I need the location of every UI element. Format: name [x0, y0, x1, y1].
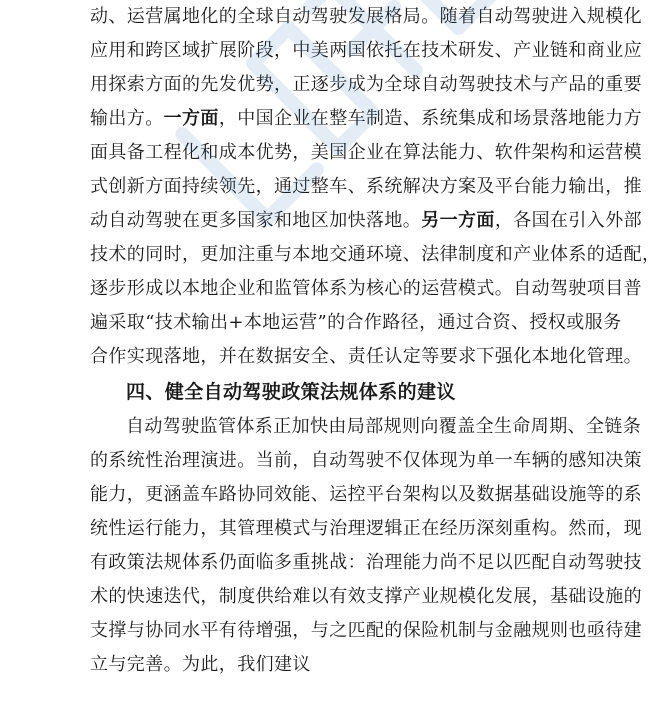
- text-line: 能力，更涵盖车路协同效能、运控平台架构以及数据基础设施等的系: [90, 484, 642, 505]
- section-heading: 四、健全自动驾驶政策法规体系的建议: [126, 381, 456, 403]
- paragraph-2: [90, 410, 642, 682]
- text-span: 动自动驾驶在更多国家和地区加快落地。: [90, 210, 422, 231]
- text-line: 立与完善。为此，我们建议: [90, 654, 311, 675]
- text-span: ，各国在引入外部: [494, 210, 643, 231]
- text-line: 面具备工程化和成本优势，美国企业在算法能力、软件架构和运营模: [90, 142, 642, 163]
- text-line: 的系统性治理演进。当前，自动驾驶不仅体现为单一车辆的感知决策: [90, 450, 642, 471]
- text-line: 遍采取“技术输出+本地运营”的合作路径，通过合资、授权或服务: [90, 312, 622, 333]
- text-line: 自动驾驶监管体系正加快由局部规则向覆盖全生命周期、全链条: [126, 416, 642, 437]
- text-line: 逐步形成以本地企业和监管体系为核心的运营模式。自动驾驶项目普: [90, 278, 642, 299]
- text-span: 输出方。: [90, 108, 164, 129]
- text-line: 用探索方面的先发优势，正逐步成为全球自动驾驶技术与产品的重要: [90, 74, 642, 95]
- text-span: ，中国企业在整车制造、系统集成和场景落地能力方: [218, 108, 643, 129]
- text-line: 合作实现落地，并在数据安全、责任认定等要求下强化本地化管理。: [90, 346, 642, 367]
- document-body: [90, 0, 661, 682]
- emphasis-other-aspect: 另一方面: [421, 210, 495, 231]
- text-line: 有政策法规体系仍面临多重挑战：治理能力尚不足以匹配自动驾驶技: [90, 552, 642, 573]
- text-line: 应用和跨区域扩展阶段，中美两国依托在技术研发、产业链和商业应: [90, 40, 642, 61]
- text-line: [90, 204, 643, 238]
- text-line: 统性运行能力，其管理模式与治理逻辑正在经历深刻重构。然而，现: [90, 518, 642, 539]
- emphasis-first-aspect: 一方面: [163, 108, 219, 129]
- text-line: 式创新方面持续领先，通过整车、系统解决方案及平台能力输出，推: [90, 176, 642, 197]
- text-line: 技术的同时，更加注重与本地交通环境、法律制度和产业体系的适配，: [90, 244, 661, 265]
- text-line: 术的快速迭代，制度供给难以有效支撑产业规模化发展，基础设施的: [90, 586, 642, 607]
- text-line: [90, 102, 643, 136]
- paragraph-1: [90, 0, 661, 374]
- text-line: 动、运营属地化的全球自动驾驶发展格局。随着自动驾驶进入规模化: [90, 6, 642, 27]
- text-line: 支撑与协同水平有待增强，与之匹配的保险机制与金融规则也亟待建: [90, 620, 642, 641]
